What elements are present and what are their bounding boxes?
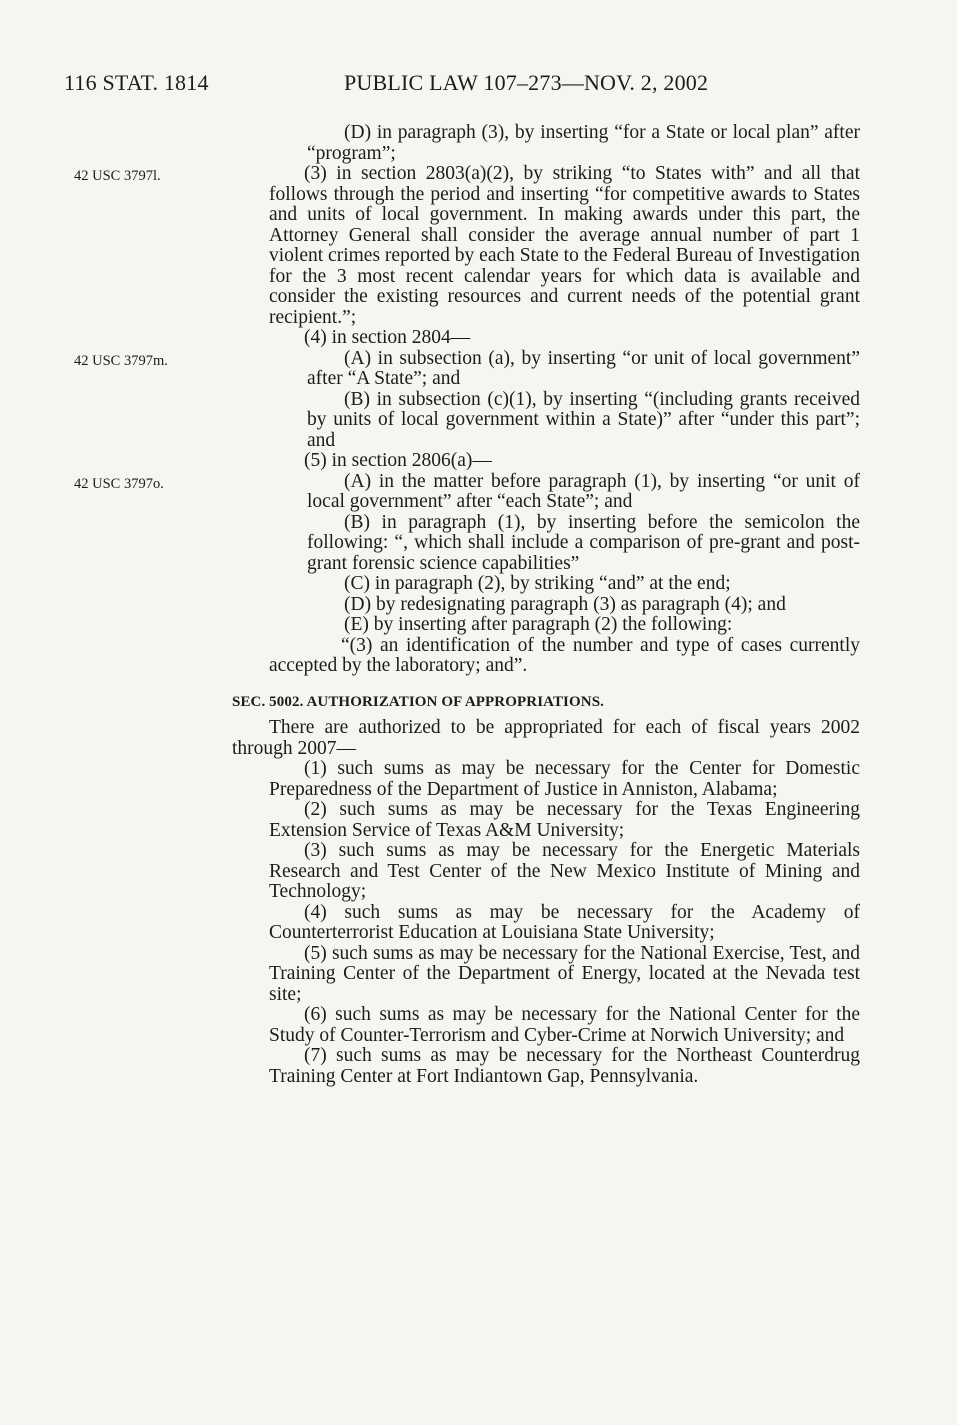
public-law-header: PUBLIC LAW 107–273—NOV. 2, 2002 (344, 70, 709, 95)
document-body (232, 123, 860, 1087)
amendment-paragraph: (B) in subsection (c)(1), by inserting “(including grants received by units of local government within a State)” after “under this part”; and (307, 388, 860, 451)
appropriation-item: (3) such sums as may be necessary for the Energetic Materials Research and Test Center of the New Mexico Institute of Mining and Technology; (269, 840, 860, 902)
appropriation-item: (4) such sums as may be necessary for the Academy of Counterterrorist Education at Louisiana State University; (269, 901, 860, 943)
amendment-paragraph: (A) in subsection (a), by inserting “or unit of local government” after “A State”; and (307, 347, 860, 389)
amendment-paragraph: (4) in section 2804— (304, 327, 471, 348)
appropriation-item: (6) such sums as may be necessary for the National Center for the Study of Counter-Terrorism and Cyber-Crime at Norwich University; and (269, 1004, 860, 1046)
amendment-paragraph: (3) in section 2803(a)(2), by striking “to States with” and all that follows through the period and inserting “for competitive awards to States and units of local government. In making awards under this part, the Attorney General shall consider the average annual number of part 1 violent crimes reported by each State to the Federal Bureau of Investigation for the 3 most recent calendar years for which data is available and consider the existing resources and current needs of the potential grant recipient.”; (269, 163, 860, 328)
amendment-paragraph: (5) in section 2806(a)— (304, 450, 492, 471)
margin-note-usc-3797m: 42 USC 3797m. (74, 353, 168, 369)
appropriation-item: (2) such sums as may be necessary for the Texas Engineering Extension Service of Texas A&M University; (269, 799, 860, 841)
amendment-paragraph: (D) in paragraph (3), by inserting “for a State or local plan” after “program”; (307, 122, 860, 164)
appropriation-item: (7) such sums as may be necessary for the Northeast Counterdrug Training Center at Fort Indiantown Gap, Pennsylvania. (269, 1045, 860, 1087)
inserted-text-paragraph: “(3) an identification of the number and type of cases currently accepted by the laboratory; and”. (269, 634, 860, 676)
amendment-paragraph: (C) in paragraph (2), by striking “and” at the end; (344, 573, 731, 594)
margin-note-usc-3797l: 42 USC 3797l. (74, 168, 161, 184)
amendment-paragraph: (D) by redesignating paragraph (3) as paragraph (4); and (344, 593, 786, 615)
appropriation-item: (1) such sums as may be necessary for the Center for Domestic Preparedness of the Department of Justice in Anniston, Alabama; (269, 758, 860, 800)
section-heading: SEC. 5002. AUTHORIZATION OF APPROPRIATIONS. (232, 693, 604, 710)
page-stat-header: 116 STAT. 1814 (64, 70, 209, 95)
appropriation-item: (5) such sums as may be necessary for the National Exercise, Test, and Training Center of the Department of Energy, located at the Nevada test site; (269, 942, 860, 1005)
amendment-paragraph: (A) in the matter before paragraph (1), by inserting “or unit of local government” after “each State”; and (307, 470, 860, 512)
section-intro: There are authorized to be appropriated for each of fiscal years 2002 through 2007— (232, 717, 860, 759)
amendment-paragraph: (B) in paragraph (1), by inserting before the semicolon the following: “, which shall include a comparison of pre-grant and post-grant forensic science capabilities” (307, 511, 860, 574)
amendment-paragraph: (E) by inserting after paragraph (2) the following: (344, 614, 733, 635)
margin-note-usc-3797o: 42 USC 3797o. (74, 476, 164, 492)
